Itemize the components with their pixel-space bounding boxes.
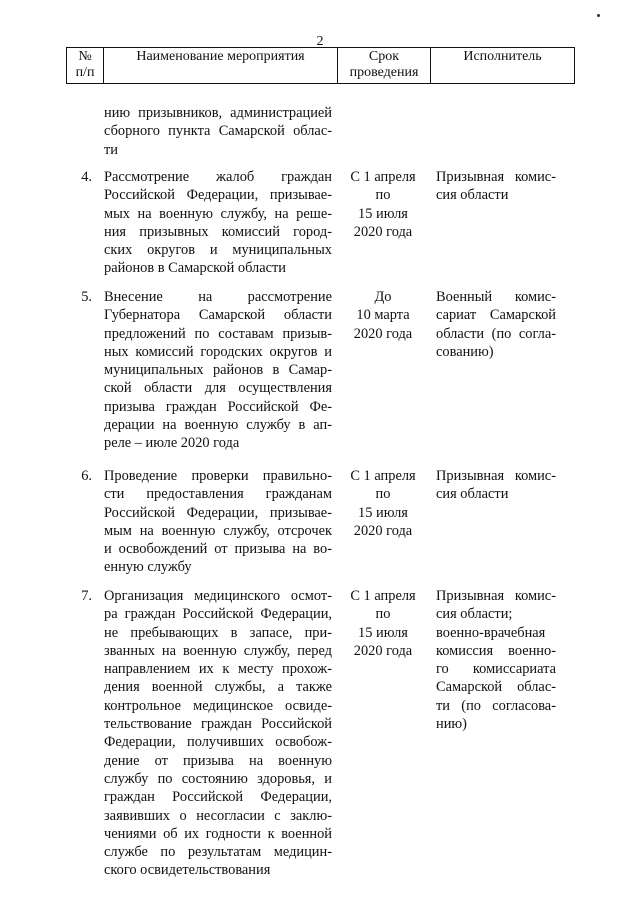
header-term: [338, 48, 431, 84]
header-number-line2: п/п: [75, 65, 95, 80]
header-number: [67, 48, 104, 84]
header-name: Наименование мероприятия: [104, 48, 338, 84]
row-executor: Призывная комис- сия области: [436, 468, 556, 503]
row-number: 5.: [81, 289, 92, 305]
row-name: Внесение на рассмотрение Губернатора Самарской области предложений по составам призыв- ных комиссий городских округов и муниципальных районов в Самар- ской области для осуществления призыва граждан Российской Фе- дерации на военную службу в ап- реле – июле 2020 года: [104, 289, 332, 452]
row-number: 7.: [81, 588, 92, 604]
row-number: 6.: [81, 468, 92, 484]
row-term: До 10 марта 2020 года: [353, 289, 413, 342]
row-executor: Военный комис- сариат Самарской области (по согла- сованию): [436, 289, 556, 360]
header-term-line2: проведения: [349, 65, 419, 80]
continuation-text: нию призывников, администрацией сборного пункта Самарской облас- ти: [104, 105, 332, 158]
row-name: Рассмотрение жалоб граждан Российской Федерации, призывае- мых на военную службу, на реше- ния призывных комиссий город- ских округов и муниципальных районов в Самарской области: [104, 169, 332, 277]
page-number: 2: [316, 34, 324, 49]
row-term: С 1 апреля по 15 июля 2020 года: [350, 468, 416, 539]
header-term-line1: Срок: [368, 49, 400, 64]
header-number-line1: №: [78, 49, 92, 64]
row-executor: Призывная комис- сия области; военно-врачебная комиссия военно- го комиссариата Самарской облас- ти (по согласова- нию): [436, 588, 556, 733]
table-header: [66, 47, 575, 84]
row-term: С 1 апреля по 15 июля 2020 года: [350, 588, 416, 659]
row-executor: Призывная комис- сия области: [436, 169, 556, 204]
row-number: 4.: [81, 169, 92, 185]
row-name: Проведение проверки правильно- сти предоставления гражданам Российской Федерации, призывае- мым на военную службу, отсрочек и освобождений от призыва на во- енную службу: [104, 468, 332, 576]
row-term: С 1 апреля по 15 июля 2020 года: [350, 169, 416, 240]
header-executor: Исполнитель: [431, 48, 575, 84]
row-name: Организация медицинского осмот- ра граждан Российской Федерации, не пребывающих в запасе, при- званных на военную службу, перед направлением их к месту прохож- дения военной службы, а также контрольное медицинское освиде- тельствование граждан Российской Федерации, получивших освобож- дение от призыва на военную службу по состоянию здоровья, и граждан Российской Федерации, заявивших о несогласии с заклю- чениями об их годности к военной службе по результатам медицин- ского освидетельствования: [104, 588, 332, 879]
scan-speck: [597, 14, 600, 17]
